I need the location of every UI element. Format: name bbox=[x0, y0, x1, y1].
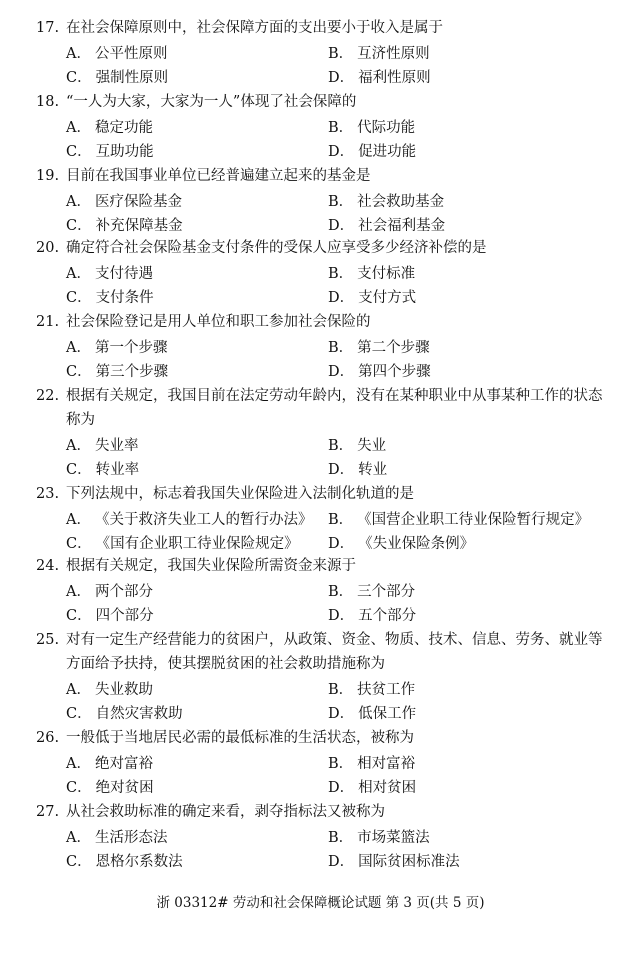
page-footer: 浙 03312# 劳动和社会保障概论试题 第 3 页(共 5 页) bbox=[156, 895, 485, 911]
option-letter: A． bbox=[66, 438, 91, 454]
option-text: 失业率 bbox=[94, 438, 139, 454]
option-letter: D． bbox=[328, 218, 355, 234]
option-d bbox=[328, 532, 474, 556]
question-number: 27. bbox=[36, 804, 60, 820]
question-number: 22. bbox=[36, 388, 60, 404]
option-letter: A． bbox=[66, 266, 91, 282]
option-text: 支付方式 bbox=[358, 290, 417, 306]
option-a bbox=[66, 116, 153, 140]
option-letter: C． bbox=[66, 706, 92, 722]
option-c bbox=[66, 214, 183, 238]
question-text: 下列法规中，标志着我国失业保险进入法制化轨道的是 bbox=[66, 486, 414, 502]
option-d bbox=[328, 702, 416, 726]
option-a bbox=[66, 678, 153, 702]
option-text: 《失业保险条例》 bbox=[358, 536, 475, 552]
option-d bbox=[328, 214, 445, 238]
option-d bbox=[328, 66, 431, 90]
option-letter: B． bbox=[328, 194, 354, 210]
question-text: 在社会保障原则中，社会保障方面的支出要小于收入是属于 bbox=[66, 20, 443, 36]
option-b bbox=[328, 336, 430, 360]
option-text: 《国营企业职工待业保险暂行规定》 bbox=[357, 512, 590, 528]
option-letter: D． bbox=[328, 144, 355, 160]
option-letter: A． bbox=[66, 584, 91, 600]
option-text: 福利性原则 bbox=[358, 70, 431, 86]
option-letter: D． bbox=[328, 608, 355, 624]
option-letter: C． bbox=[66, 854, 92, 870]
option-letter: B． bbox=[328, 438, 354, 454]
option-b bbox=[328, 752, 415, 776]
question-number: 24. bbox=[36, 558, 60, 574]
option-letter: C． bbox=[66, 70, 92, 86]
option-text: 四个部分 bbox=[95, 608, 154, 624]
option-text: 自然灾害救助 bbox=[95, 706, 183, 722]
option-letter: D． bbox=[328, 780, 355, 796]
option-text: 恩格尔系数法 bbox=[95, 854, 183, 870]
option-letter: B． bbox=[328, 46, 354, 62]
option-c bbox=[66, 140, 154, 164]
option-text: 《国有企业职工待业保险规定》 bbox=[95, 536, 299, 552]
option-text: 第四个步骤 bbox=[358, 364, 431, 380]
option-text: 生活形态法 bbox=[94, 830, 168, 846]
option-text: 稳定功能 bbox=[94, 120, 153, 136]
question-text: 确定符合社会保险基金支付条件的受保人应享受多少经济补偿的是 bbox=[66, 240, 487, 256]
option-c bbox=[66, 702, 183, 726]
option-letter: A． bbox=[66, 120, 91, 136]
question-number: 25. bbox=[36, 632, 60, 648]
question-number: 23. bbox=[36, 486, 60, 502]
option-c bbox=[66, 776, 154, 800]
option-text: 支付待遇 bbox=[94, 266, 153, 282]
option-text: 互济性原则 bbox=[357, 46, 430, 62]
option-b bbox=[328, 508, 589, 532]
option-a bbox=[66, 580, 153, 604]
option-letter: A． bbox=[66, 682, 91, 698]
option-letter: A． bbox=[66, 46, 91, 62]
option-letter: B． bbox=[328, 682, 354, 698]
option-text: 第二个步骤 bbox=[357, 340, 430, 356]
option-text: 支付条件 bbox=[95, 290, 154, 306]
option-d bbox=[328, 360, 431, 384]
option-b bbox=[328, 190, 444, 214]
option-text: 失业 bbox=[357, 438, 387, 454]
option-text: 相对贫困 bbox=[358, 780, 417, 796]
option-letter: A． bbox=[66, 340, 91, 356]
option-text: 医疗保险基金 bbox=[94, 194, 182, 210]
option-letter: B． bbox=[328, 340, 354, 356]
option-text: 第一个步骤 bbox=[94, 340, 168, 356]
option-d bbox=[328, 458, 387, 482]
option-letter: B． bbox=[328, 512, 354, 528]
option-a bbox=[66, 262, 153, 286]
option-c bbox=[66, 532, 299, 556]
option-text: 两个部分 bbox=[94, 584, 153, 600]
question-number: 21. bbox=[36, 314, 60, 330]
question-text: 社会保险登记是用人单位和职工参加社会保险的 bbox=[66, 314, 371, 330]
question-text: 从社会救助标准的确定来看，剥夺指标法又被称为 bbox=[66, 804, 385, 820]
option-a bbox=[66, 190, 182, 214]
option-letter: D． bbox=[328, 364, 355, 380]
option-text: 支付标准 bbox=[357, 266, 416, 282]
option-b bbox=[328, 42, 430, 66]
option-d bbox=[328, 850, 460, 874]
question-number: 18. bbox=[36, 94, 60, 110]
option-letter: B． bbox=[328, 584, 354, 600]
option-a bbox=[66, 752, 153, 776]
option-letter: D． bbox=[328, 854, 355, 870]
option-a bbox=[66, 508, 312, 532]
option-letter: A． bbox=[66, 512, 91, 528]
option-d bbox=[328, 286, 416, 310]
option-letter: B． bbox=[328, 266, 354, 282]
option-c bbox=[66, 604, 154, 628]
option-letter: B． bbox=[328, 120, 354, 136]
option-b bbox=[328, 678, 415, 702]
option-text: 五个部分 bbox=[358, 608, 417, 624]
option-c bbox=[66, 286, 154, 310]
option-d bbox=[328, 776, 416, 800]
option-b bbox=[328, 262, 415, 286]
option-c bbox=[66, 458, 139, 482]
option-text: 失业救助 bbox=[94, 682, 153, 698]
question-number: 19. bbox=[36, 168, 60, 184]
option-text: 市场菜篮法 bbox=[357, 830, 430, 846]
question-text: 对有一定生产经营能力的贫困户，从政策、资金、物质、技术、信息、劳务、就业等方面给予扶持，使其摆脱贫困的社会救助措施称为 bbox=[66, 632, 603, 672]
question-number: 20. bbox=[36, 240, 60, 256]
option-letter: D． bbox=[328, 290, 355, 306]
option-letter: B． bbox=[328, 830, 354, 846]
option-text: 相对富裕 bbox=[357, 756, 416, 772]
option-text: 《关于救济失业工人的暂行办法》 bbox=[94, 512, 313, 528]
question-text: 目前在我国事业单位已经普遍建立起来的基金是 bbox=[66, 168, 371, 184]
option-letter: A． bbox=[66, 194, 91, 210]
option-text: 社会救助基金 bbox=[357, 194, 445, 210]
option-a bbox=[66, 826, 167, 850]
option-text: 第三个步骤 bbox=[95, 364, 169, 380]
option-text: 转业 bbox=[358, 462, 388, 478]
option-text: 绝对富裕 bbox=[94, 756, 153, 772]
option-text: 三个部分 bbox=[357, 584, 416, 600]
option-text: 扶贫工作 bbox=[357, 682, 416, 698]
option-a bbox=[66, 42, 167, 66]
option-text: 转业率 bbox=[95, 462, 140, 478]
option-letter: C． bbox=[66, 364, 92, 380]
option-c bbox=[66, 360, 168, 384]
option-letter: A． bbox=[66, 756, 91, 772]
question-number: 17. bbox=[36, 20, 60, 36]
option-text: 绝对贫困 bbox=[95, 780, 154, 796]
option-letter: D． bbox=[328, 70, 355, 86]
option-letter: C． bbox=[66, 462, 92, 478]
option-text: 国际贫困标准法 bbox=[358, 854, 460, 870]
option-text: 强制性原则 bbox=[95, 70, 169, 86]
option-text: 互助功能 bbox=[95, 144, 154, 160]
option-c bbox=[66, 850, 183, 874]
option-text: 低保工作 bbox=[358, 706, 417, 722]
option-c bbox=[66, 66, 168, 90]
option-letter: C． bbox=[66, 780, 92, 796]
question-text: 一般低于当地居民必需的最低标准的生活状态，被称为 bbox=[66, 730, 414, 746]
option-b bbox=[328, 580, 415, 604]
option-b bbox=[328, 434, 386, 458]
option-letter: C． bbox=[66, 536, 92, 552]
option-letter: B． bbox=[328, 756, 354, 772]
option-letter: D． bbox=[328, 462, 355, 478]
option-letter: A． bbox=[66, 830, 91, 846]
option-text: 补充保障基金 bbox=[95, 218, 183, 234]
option-letter: C． bbox=[66, 144, 92, 160]
question-number: 26. bbox=[36, 730, 60, 746]
option-letter: D． bbox=[328, 706, 355, 722]
option-text: 公平性原则 bbox=[94, 46, 168, 62]
option-b bbox=[328, 826, 430, 850]
question-text: 根据有关规定，我国目前在法定劳动年龄内，没有在某种职业中从事某种工作的状态称为 bbox=[66, 388, 603, 428]
option-text: 社会福利基金 bbox=[358, 218, 446, 234]
question-text: “一人为大家，大家为一人”体现了社会保障的 bbox=[66, 94, 357, 110]
option-letter: C． bbox=[66, 218, 92, 234]
option-a bbox=[66, 336, 167, 360]
option-letter: C． bbox=[66, 290, 92, 306]
option-a bbox=[66, 434, 138, 458]
option-letter: C． bbox=[66, 608, 92, 624]
question-text: 根据有关规定，我国失业保险所需资金来源于 bbox=[66, 558, 356, 574]
option-d bbox=[328, 604, 416, 628]
option-text: 代际功能 bbox=[357, 120, 416, 136]
option-text: 促进功能 bbox=[358, 144, 417, 160]
option-b bbox=[328, 116, 415, 140]
option-d bbox=[328, 140, 416, 164]
option-letter: D． bbox=[328, 536, 355, 552]
